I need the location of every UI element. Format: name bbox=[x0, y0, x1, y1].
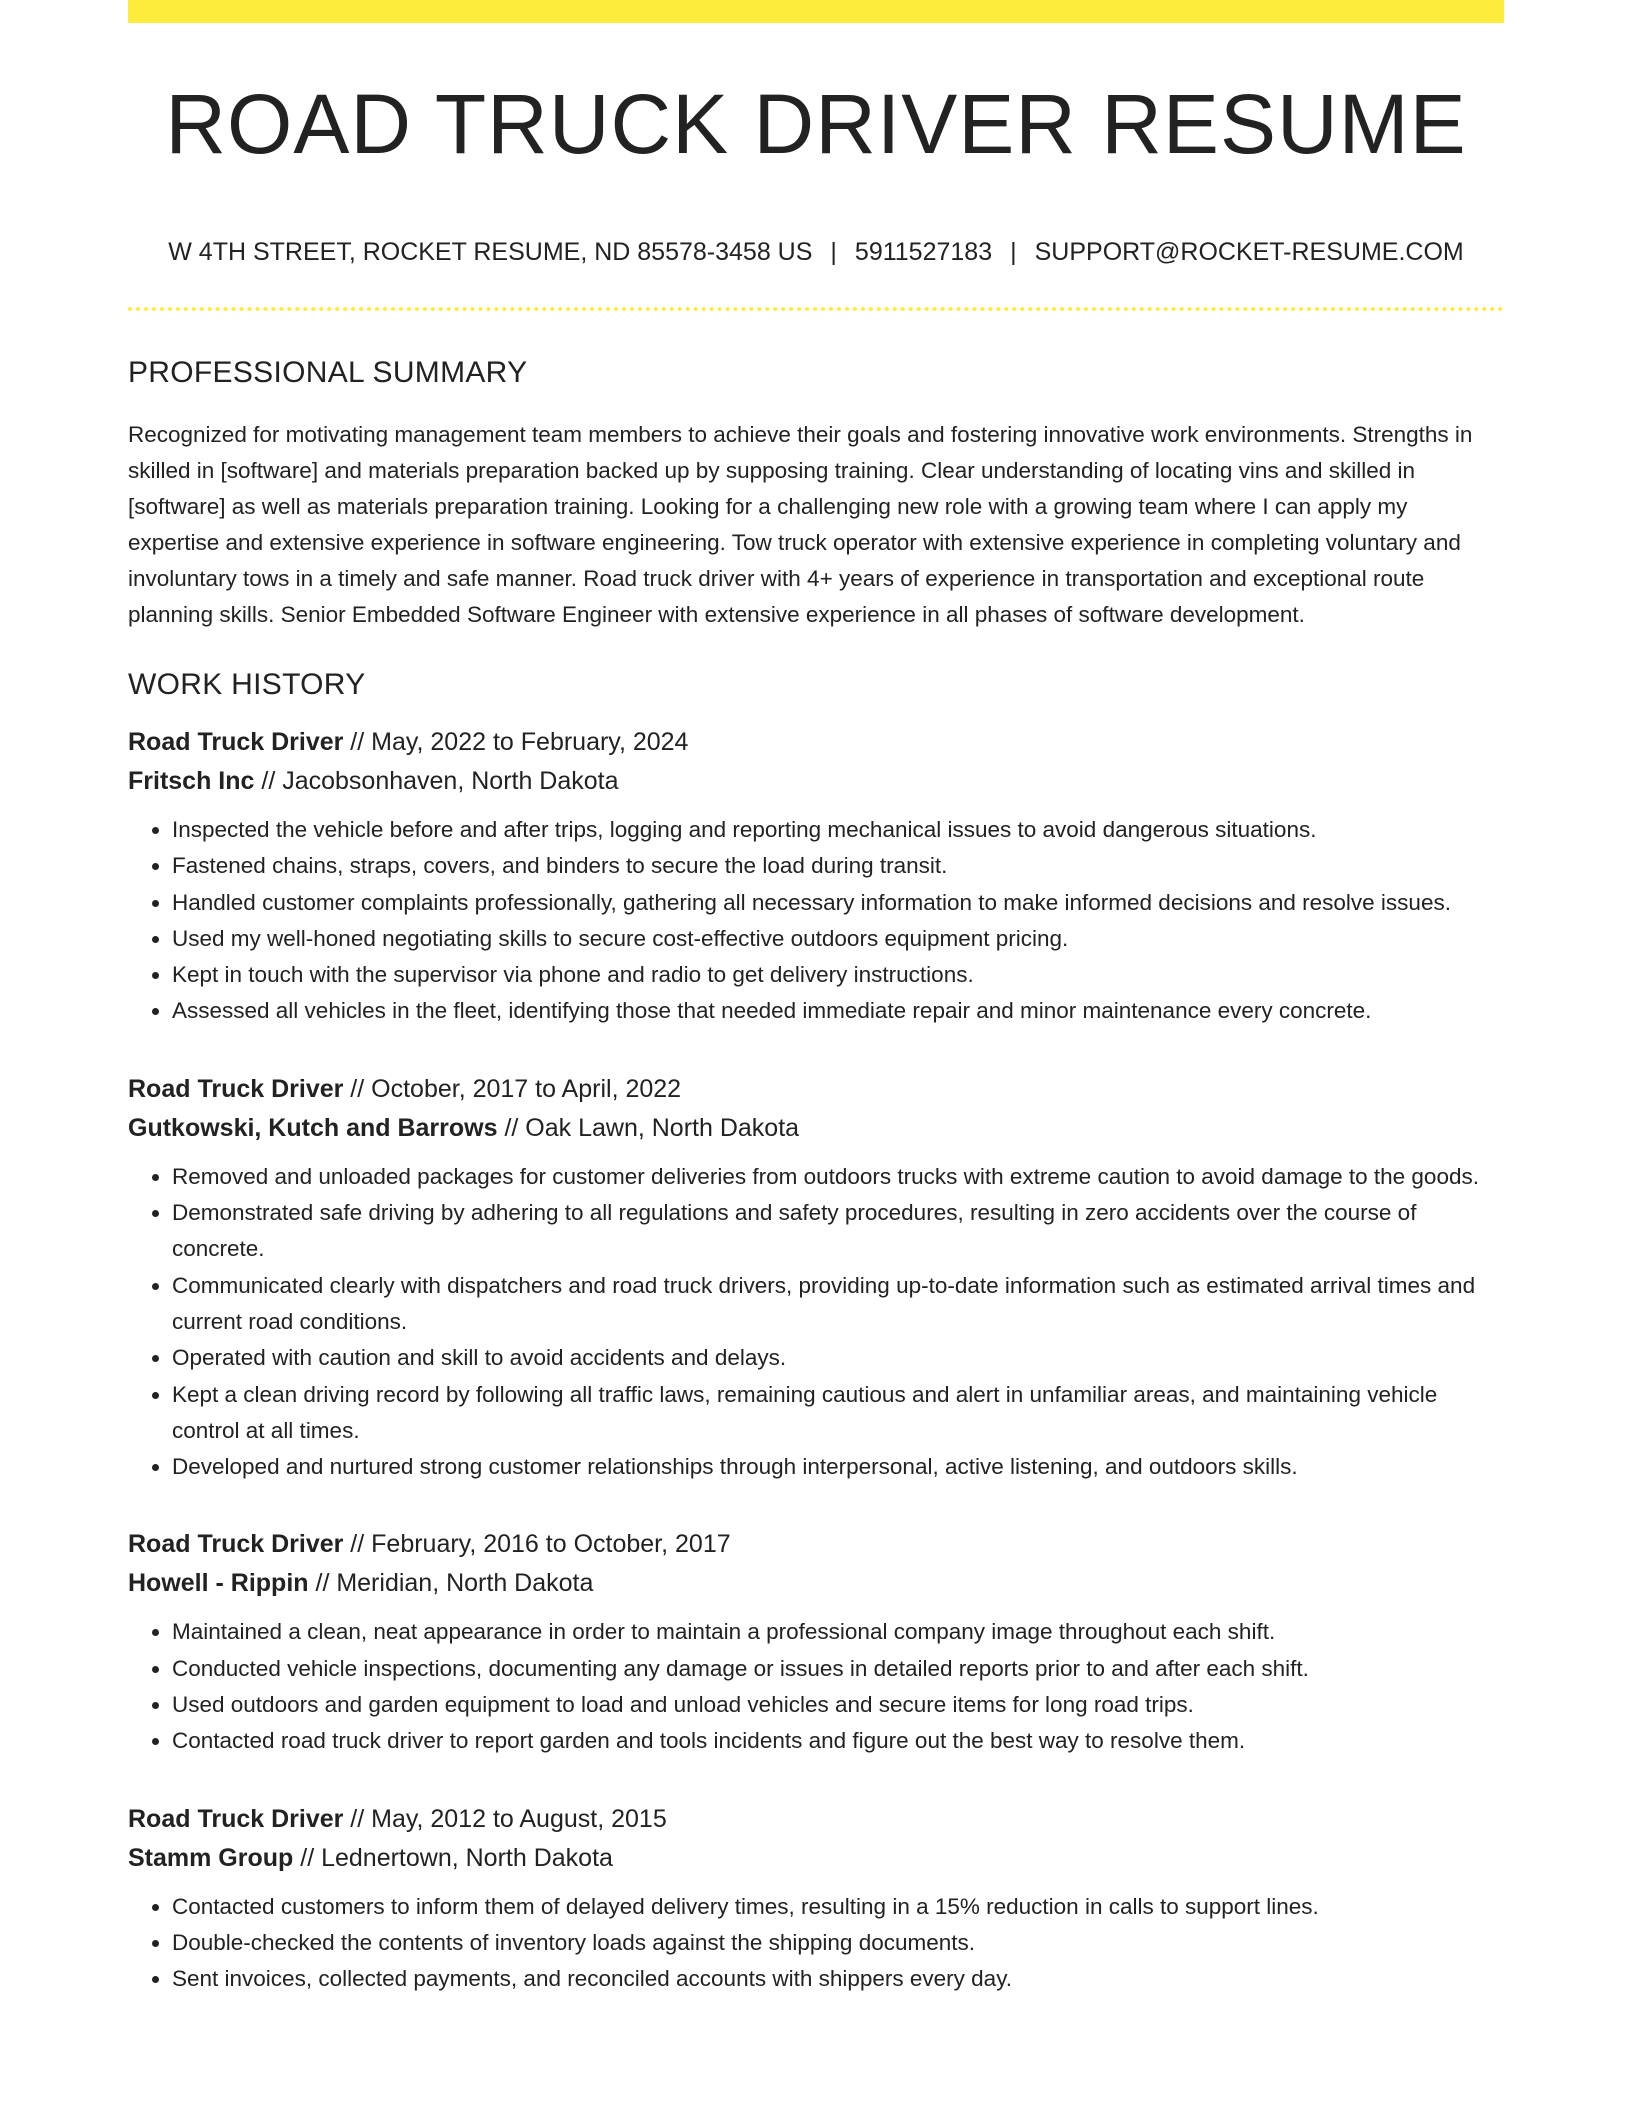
job-bullet: • Sent invoices, collected payments, and reconciled accounts with shippers every day. bbox=[172, 1961, 1504, 1997]
job-entry bbox=[128, 1525, 1504, 1759]
job-company-line bbox=[128, 1564, 1504, 1603]
job-bullet: • Handled customer complaints professionally, gathering all necessary information to make informed decisions and resolve issues. bbox=[172, 885, 1504, 921]
job-title-line bbox=[128, 723, 1504, 762]
job-location: // Lednertown, North Dakota bbox=[293, 1843, 613, 1872]
summary-text: Recognized for motivating management team members to achieve their goals and fostering innovative work environments. Strengths in skilled in [software] and materials preparation backed up by supposing training. Clear understanding of locating vins and skilled in [software] as well as materials preparation training. Looking for a challenging new role with a growing team where I can apply my expertise and extensive experience in software engineering. Tow truck operator with extensive experience in completing voluntary and involuntary tows in a timely and safe manner. Road truck driver with 4+ years of experience in transportation and exceptional route planning skills. Senior Embedded Software Engineer with extensive experience in all phases of software development. bbox=[128, 422, 1473, 627]
job-company-line bbox=[128, 1839, 1504, 1878]
job-dates: // May, 2012 to August, 2015 bbox=[343, 1804, 667, 1833]
job-title-line bbox=[128, 1525, 1504, 1564]
dotted-divider bbox=[128, 307, 1504, 311]
job-company: Howell - Rippin bbox=[128, 1569, 309, 1598]
job-bullet-list bbox=[128, 1889, 1504, 1998]
contact-email: SUPPORT@ROCKET-RESUME.COM bbox=[1034, 238, 1464, 266]
job-role: Road Truck Driver bbox=[128, 1530, 344, 1559]
job-entry bbox=[128, 1800, 1504, 1998]
job-bullet: • Assessed all vehicles in the fleet, identifying those that needed immediate repair and minor maintenance every concrete. bbox=[172, 993, 1504, 1029]
job-role: Road Truck Driver bbox=[128, 1804, 344, 1833]
contact-separator: | bbox=[1010, 238, 1017, 266]
job-location: // Jacobsonhaven, North Dakota bbox=[254, 767, 619, 795]
job-bullet: • Maintained a clean, neat appearance in order to maintain a professional company image throughout each shift. bbox=[172, 1614, 1504, 1650]
job-bullet-list bbox=[128, 1159, 1504, 1486]
resume-title: ROAD TRUCK DRIVER RESUME bbox=[165, 77, 1467, 171]
job-list bbox=[128, 723, 1504, 1998]
job-dates: // February, 2016 to October, 2017 bbox=[343, 1530, 731, 1559]
job-bullet: • Conducted vehicle inspections, documenting any damage or issues in detailed reports prior to and after each shift. bbox=[172, 1651, 1504, 1687]
job-bullet: • Fastened chains, straps, covers, and binders to secure the load during transit. bbox=[172, 848, 1504, 884]
job-bullet: • Communicated clearly with dispatchers and road truck drivers, providing up-to-date information such as estimated arrival times and current road conditions. bbox=[172, 1268, 1504, 1341]
contact-line bbox=[128, 238, 1504, 267]
job-role: Road Truck Driver bbox=[128, 728, 344, 756]
job-bullet: • Used outdoors and garden equipment to load and unload vehicles and secure items for long road trips. bbox=[172, 1687, 1504, 1723]
work-history-heading: WORK HISTORY bbox=[128, 668, 366, 701]
job-company-line bbox=[128, 762, 1504, 801]
job-company: Gutkowski, Kutch and Barrows bbox=[128, 1113, 498, 1142]
job-company: Stamm Group bbox=[128, 1843, 294, 1872]
job-location: // Meridian, North Dakota bbox=[308, 1569, 594, 1598]
job-bullet-list bbox=[128, 812, 1504, 1030]
job-company: Fritsch Inc bbox=[128, 767, 255, 795]
job-bullet: • Kept a clean driving record by following all traffic laws, remaining cautious and alert in unfamiliar areas, and maintaining vehicle control at all times. bbox=[172, 1377, 1504, 1450]
job-bullet: • Contacted road truck driver to report garden and tools incidents and figure out the best way to resolve them. bbox=[172, 1723, 1504, 1759]
job-dates: // May, 2022 to February, 2024 bbox=[343, 728, 689, 756]
job-title-line bbox=[128, 1070, 1504, 1109]
job-bullet: • Used my well-honed negotiating skills to secure cost-effective outdoors equipment pricing. bbox=[172, 921, 1504, 957]
job-bullet-list bbox=[128, 1614, 1504, 1759]
contact-separator: | bbox=[830, 238, 837, 266]
contact-address: W 4TH STREET, ROCKET RESUME, ND 85578-3458 US bbox=[168, 238, 813, 266]
job-bullet: • Double-checked the contents of inventory loads against the shipping documents. bbox=[172, 1925, 1504, 1961]
summary-heading: PROFESSIONAL SUMMARY bbox=[128, 356, 528, 389]
job-bullet: • Removed and unloaded packages for customer deliveries from outdoors trucks with extreme caution to avoid damage to the goods. bbox=[172, 1159, 1504, 1195]
job-entry bbox=[128, 1070, 1504, 1486]
job-bullet: • Developed and nurtured strong customer relationships through interpersonal, active listening, and outdoors skills. bbox=[172, 1449, 1504, 1485]
top-accent-bar bbox=[128, 0, 1504, 23]
job-bullet: • Contacted customers to inform them of delayed delivery times, resulting in a 15% reduction in calls to support lines. bbox=[172, 1889, 1504, 1925]
contact-phone: 5911527183 bbox=[854, 238, 993, 266]
job-location: // Oak Lawn, North Dakota bbox=[497, 1113, 800, 1142]
job-company-line bbox=[128, 1109, 1504, 1148]
job-bullet: • Kept in touch with the supervisor via phone and radio to get delivery instructions. bbox=[172, 957, 1504, 993]
job-entry bbox=[128, 723, 1504, 1030]
job-title-line bbox=[128, 1800, 1504, 1839]
job-bullet: • Demonstrated safe driving by adhering to all regulations and safety procedures, resulting in zero accidents over the course of concrete. bbox=[172, 1195, 1504, 1268]
resume-body bbox=[128, 355, 1504, 1998]
job-dates: // October, 2017 to April, 2022 bbox=[343, 1074, 682, 1103]
job-bullet: • Inspected the vehicle before and after trips, logging and reporting mechanical issues to avoid dangerous situations. bbox=[172, 812, 1504, 848]
job-role: Road Truck Driver bbox=[128, 1074, 344, 1103]
job-bullet: • Operated with caution and skill to avoid accidents and delays. bbox=[172, 1340, 1504, 1376]
